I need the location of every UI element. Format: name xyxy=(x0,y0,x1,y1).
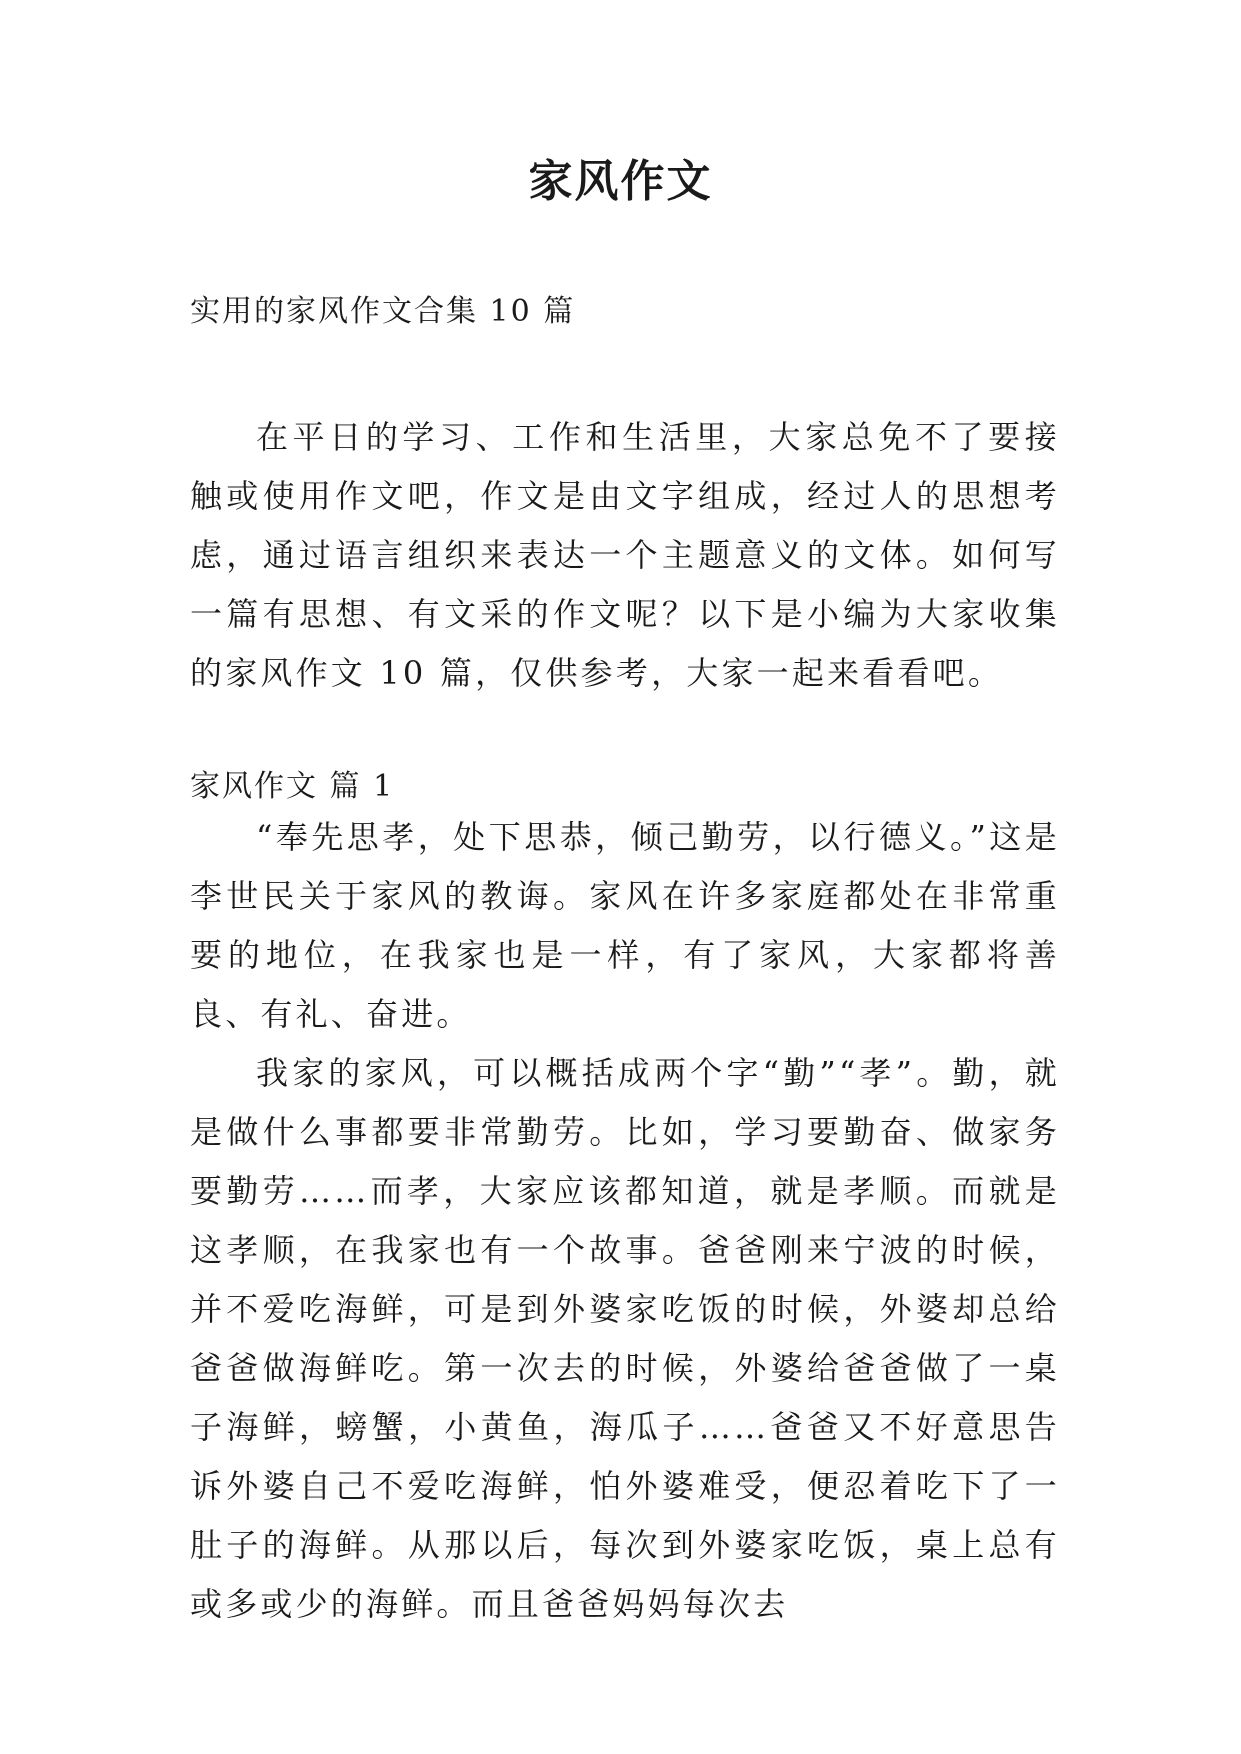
document-subtitle: 实用的家风作文合集 10 篇 xyxy=(190,294,576,329)
body-paragraph: “奉先思孝，处下思恭，倾己勤劳，以行德义。”这是李世民关于家风的教诲。家风在许多家庭都处在非常重要的地位，在我家也是一样，有了家风，大家都将善良、有礼、奋进。 xyxy=(190,818,1060,1033)
body-paragraph: 我家的家风，可以概括成两个字“勤”“孝”。勤，就是做什么事都要非常勤劳。比如，学习要勤奋、做家务要勤劳……而孝，大家应该都知道，就是孝顺。而就是这孝顺，在我家也有一个故事。爸爸刚来宁波的时候，并不爱吃海鲜，可是到外婆家吃饭的时候，外婆却总给爸爸做海鲜吃。第一次去的时候，外婆给爸爸做了一桌子海鲜，螃蟹，小黄鱼，海瓜子……爸爸又不好意思告诉外婆自己不爱吃海鲜，怕外婆难受，便忍着吃下了一肚子的海鲜。从那以后，每次到外婆家吃饭，桌上总有或多或少的海鲜。而且爸爸妈妈每次去 xyxy=(190,1054,1060,1623)
intro-paragraph: 在平日的学习、工作和生活里，大家总免不了要接触或使用作文吧，作文是由文字组成，经过人的思想考虑，通过语言组织来表达一个主题意义的文体。如何写一篇有思想、有文采的作文呢？以下是小编为大家收集的家风作文 10 篇，仅供参考，大家一起来看看吧。 xyxy=(190,418,1060,692)
section-heading: 家风作文 篇 1 xyxy=(190,769,395,804)
document-title: 家风作文 xyxy=(528,156,713,207)
